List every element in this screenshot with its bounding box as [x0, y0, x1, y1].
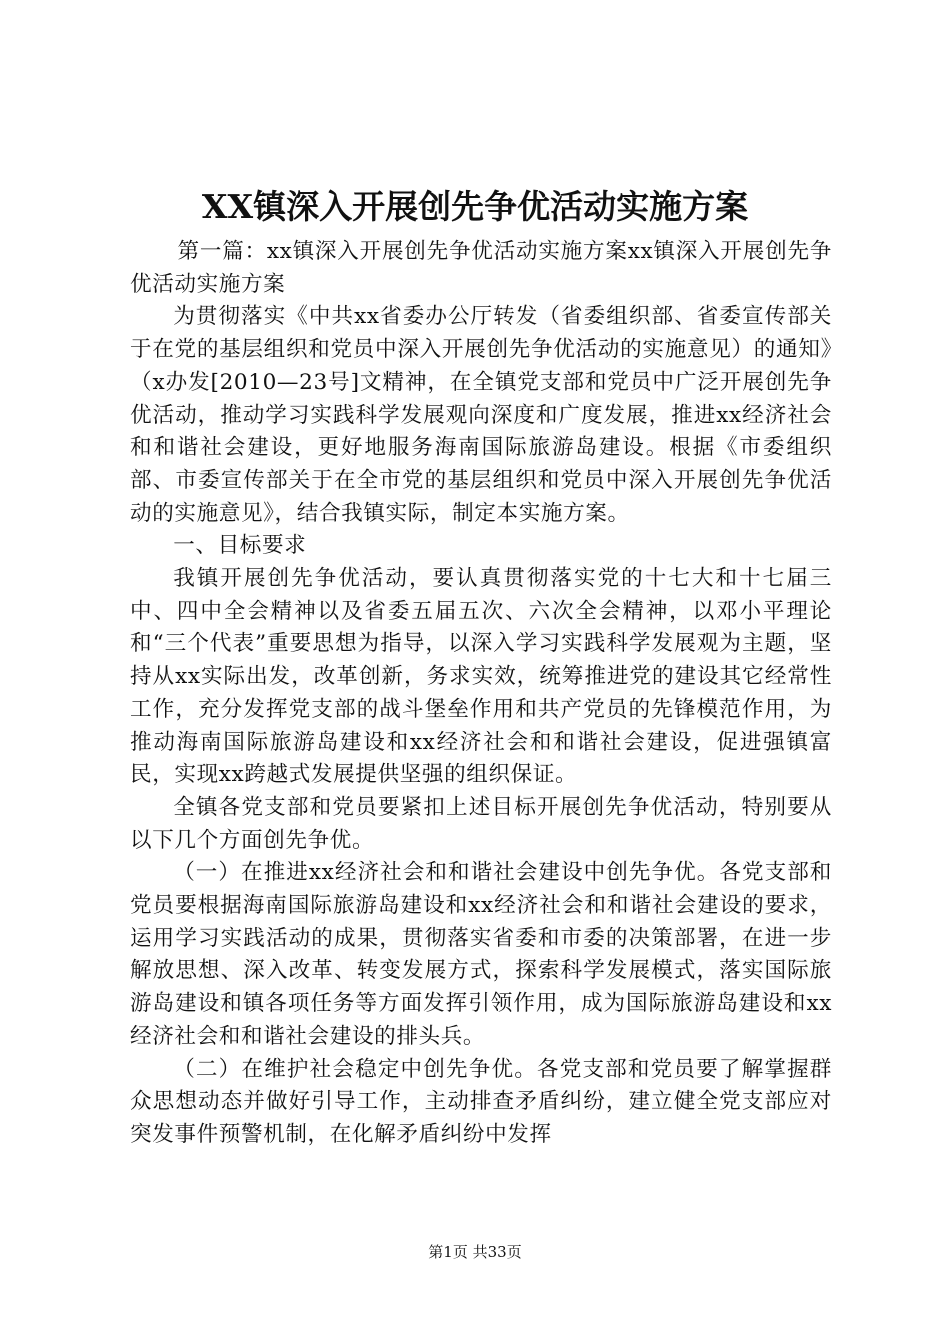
paragraph-goals: 我镇开展创先争优活动，要认真贯彻落实党的十七大和十七届三中、四中全会精神以及省委五届五次、六次全会精神，以邓小平理论和“三个代表”重要思想为指导，以深入学习实践科学发展观为主题，坚持从xx实际出发，改革创新，务求实效，统筹推进党的建设其它经常性工作，充分发挥党支部的战斗堡垒作用和共产党员的先锋模范作用，为推动海南国际旅游岛建设和xx经济社会和和谐社会建设，促进强镇富民，实现xx跨越式发展提供坚强的组织保证。: [130, 566, 832, 788]
document-body: [130, 236, 832, 1152]
paragraph-item-1: （一）在推进xx经济社会和和谐社会建设中创先争优。各党支部和党员要根据海南国际旅游岛建设和xx经济社会和和谐社会建设的要求，运用学习实践活动的成果，贯彻落实省委和市委的决策部署，在进一步解放思想、深入改革、转变发展方式，探索科学发展模式，落实国际旅游岛建设和镇各项任务等方面发挥引领作用，成为国际旅游岛建设和xx经济社会和和谐社会建设的排头兵。: [130, 860, 832, 1049]
paragraph-item-2: （二）在维护社会稳定中创先争优。各党支部和党员要了解掌握群众思想动态并做好引导工作，主动排查矛盾纠纷，建立健全党支部应对突发事件预警机制，在化解矛盾纠纷中发挥: [130, 1056, 832, 1147]
paragraph-purpose: 为贯彻落实《中共xx省委办公厅转发（省委组织部、省委宣传部关于在党的基层组织和党员中深入开展创先争优活动的实施意见）的通知》（x办发[2010—23号]文精神，在全镇党支部和党员中广泛开展创先争优活动，推动学习实践科学发展观向深度和广度发展，推进xx经济社会和和谐社会建设，更好地服务海南国际旅游岛建设。根据《市委组织部、市委宣传部关于在全市党的基层组织和党员中深入开展创先争优活动的实施意见》，结合我镇实际，制定本实施方案。: [130, 304, 832, 526]
section-heading-goals: 一、目标要求: [173, 533, 307, 559]
page-footer: 第1页 共33页: [428, 1243, 522, 1261]
paragraph-aspects: 全镇各党支部和党员要紧扣上述目标开展创先争优活动，特别要从以下几个方面创先争优。: [130, 794, 832, 853]
paragraph-intro: 第一篇：xx镇深入开展创先争优活动实施方案xx镇深入开展创先争优活动实施方案: [130, 239, 832, 297]
document-title: XX镇深入开展创先争优活动实施方案: [201, 187, 749, 226]
